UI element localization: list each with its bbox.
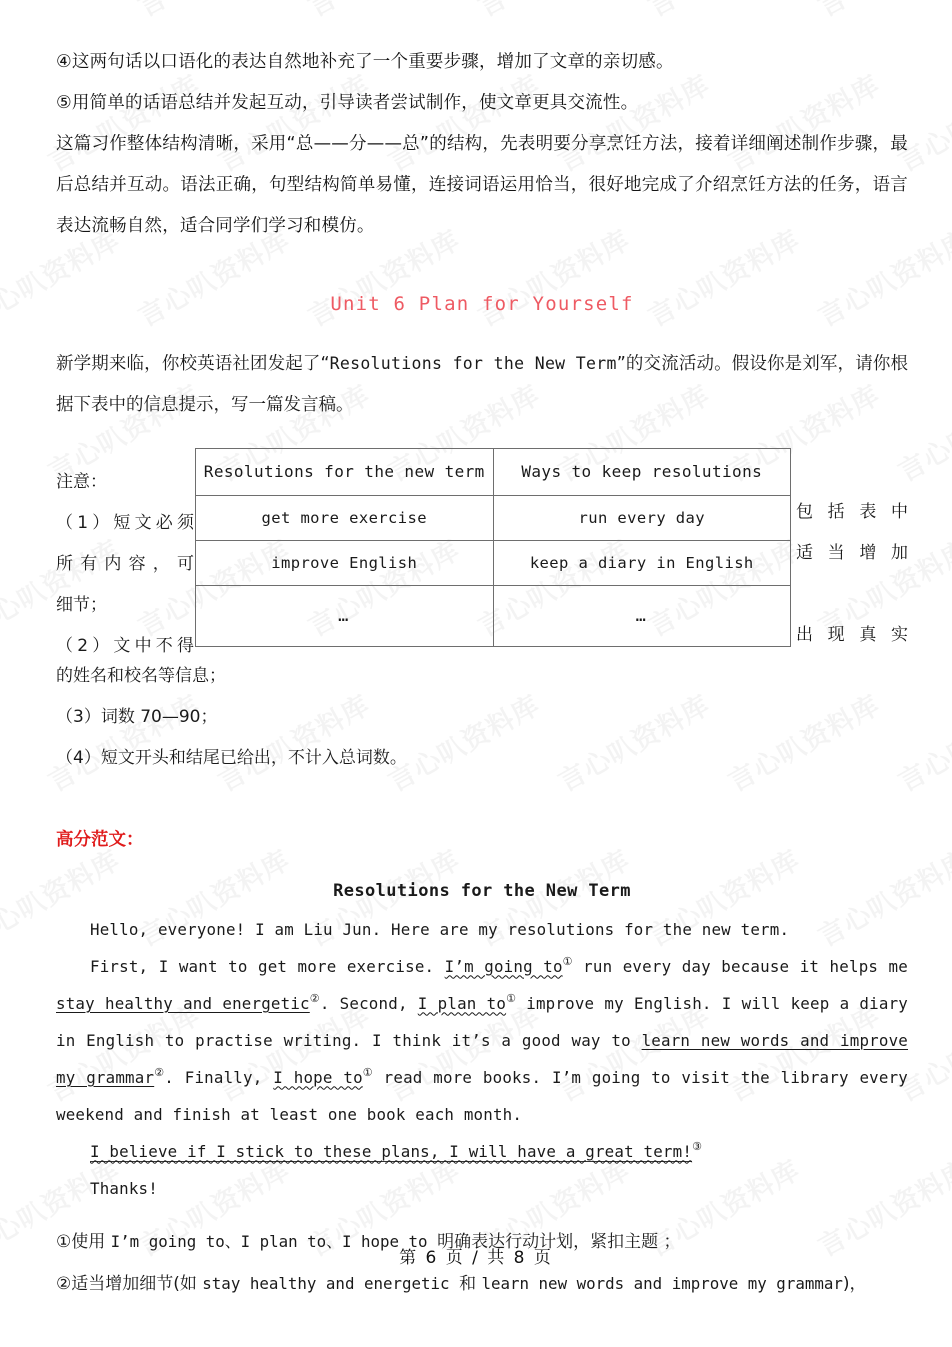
notes-tail-line-1: 的姓名和校名等信息； [56,665,226,686]
notes-tail-line-3: （4）短文开头和结尾已给出，不计入总词数。 [56,747,407,768]
notes-heading: 注意： [56,471,107,492]
notes-left-line-3: 细节； [56,594,107,615]
table-block [56,448,908,656]
model-essay-body [56,911,908,1207]
highlight-phrase-plan-to: I plan to [417,993,507,1013]
table-cell-resolution-1: get more exercise [196,495,494,540]
highlight-phrase-stay-healthy: stay healthy and energetic [56,993,310,1013]
table-cell-way-1: run every day [493,495,791,540]
notes-tail-line-2: （3）词数 70—90； [56,706,218,727]
essay-p2-seg-3: . Second, [319,993,418,1013]
table-cell-way-2: keep a diary in English [493,540,791,585]
table-row [196,540,791,585]
commentary-summary: 这篇习作整体结构清晰，采用“总——分——总”的结构，先表明要分享烹饪方法，接着详细阐述制作步骤，最后总结并互动。语法正确，句型结构简单易懂，连接词语运用恰当，很好地完成了介绍烹饪方法的任务，语言表达流畅自然，适合同学们学习和模仿。 [56,134,908,236]
essay-p4-text: Thanks! [90,1178,158,1198]
essay-p2-seg-6: read more books. I’m going to visit the library every weekend and finish at least one book each month. [56,1067,908,1124]
table-row [196,585,791,646]
notes-right-spacer [796,574,908,615]
footnote-1-suffix: 明确表达行动计划，紧扣主题 ； [437,1231,681,1252]
unit-title: Unit 6 Plan for Yourself [330,293,634,315]
notes-right-line-1: 包括表中 [796,501,908,522]
top-commentary [56,42,908,247]
prompt-topic-en: Resolutions for the New Term [329,353,617,373]
notes-right-line-2: 适当增加 [796,542,908,563]
table-header-resolutions: Resolutions for the new term [196,448,494,495]
footnote-2-prefix: ②适当增加细节(如 [56,1273,203,1294]
essay-p2-seg-5: . Finally, [164,1067,274,1087]
essay-p2-seg-4: improve my English. I will keep a diary in English to practise writing. I think it’s a good way to [56,993,908,1050]
footnote-1-prefix: ①使用 [56,1231,111,1252]
essay-paragraph-3: I believe if I stick to these plans, I will have a great term!③ [90,1140,703,1161]
prompt-lead-cn-1: 新学期来临，你校英语社团发起了“ [56,353,330,374]
notes-left-line-2: 所有内容，可 [56,553,194,574]
model-essay-label: 高分范文： [56,829,144,850]
highlight-phrase-hope-to: I hope to [273,1067,363,1087]
highlight-phrase-learn-new-words: learn new words and improve my grammar [56,1030,909,1087]
footnote-2-example-1: stay healthy and energetic [202,1273,460,1293]
table-header-row [196,448,791,495]
essay-paragraph-1 [56,911,908,948]
highlight-phrase-going-to: I’m going to [444,956,563,976]
footnote-2-example-2: learn new words and improve my grammar [481,1273,843,1293]
footnote-2 [56,1263,908,1305]
essay-paragraph-2: First, I want to get more exercise. I’m going to① run every day because it helps me stay healthy and energetic②. Second, I plan to① improve my English. I will keep a diary in English to practise writing. I think it’s a good way to learn new words and improve my grammar②. Finally, I hope to① read more books. I’m going to visit the library every weekend and finish at least one book each month. [56,955,909,1124]
table-row [196,495,791,540]
essay-p2-seg-1: First, I want to get more exercise. [90,956,445,976]
footnote-2-conj: 和 [459,1273,482,1294]
model-essay-title: Resolutions for the New Term [333,880,631,901]
highlight-phrase-closing: I believe if I stick to these plans, I will have a great term! [90,1141,693,1161]
page-content [56,42,908,1305]
prompt-lead-cn-2: ”的交流活动。假设你是刘军，请你根据下表中的信息提示，写一篇发言稿。 [56,353,908,415]
essay-p1-text: Hello, everyone! I am Liu Jun. Here are my resolutions for the new term. [90,919,790,939]
prompt-paragraph [56,343,908,426]
table-cell-resolution-3: … [196,585,494,646]
footnote-1-phrases: I’m going to、I plan to、I hope to [110,1231,438,1251]
page-footer: 第 6 页 / 共 8 页 [399,1248,553,1268]
notes-left-column [56,462,194,667]
essay-p2-seg-2: run every day because it helps me [572,956,908,976]
footnote-2-suffix: )， [842,1273,867,1294]
commentary-line-4: ④这两句话以口语化的表达自然地补充了一个重要步骤，增加了文章的亲切感。 [56,52,674,72]
notes-right-column [796,492,908,656]
notes-left-line-4: （2）文中不得 [56,635,194,656]
commentary-line-5: ⑤用简单的话语总结并发起互动，引导读者尝试制作，使文章更具交流性。 [56,93,639,113]
notes-left-line-1: （1）短文必须 [56,512,194,533]
table-cell-resolution-2: improve English [196,540,494,585]
table-cell-way-3: … [493,585,791,646]
resolutions-table [195,448,791,647]
essay-paragraph-4 [56,1170,908,1207]
table-header-ways: Ways to keep resolutions [493,448,791,495]
notes-right-line-3: 出现真实 [796,624,908,645]
notes-tail [56,656,908,779]
